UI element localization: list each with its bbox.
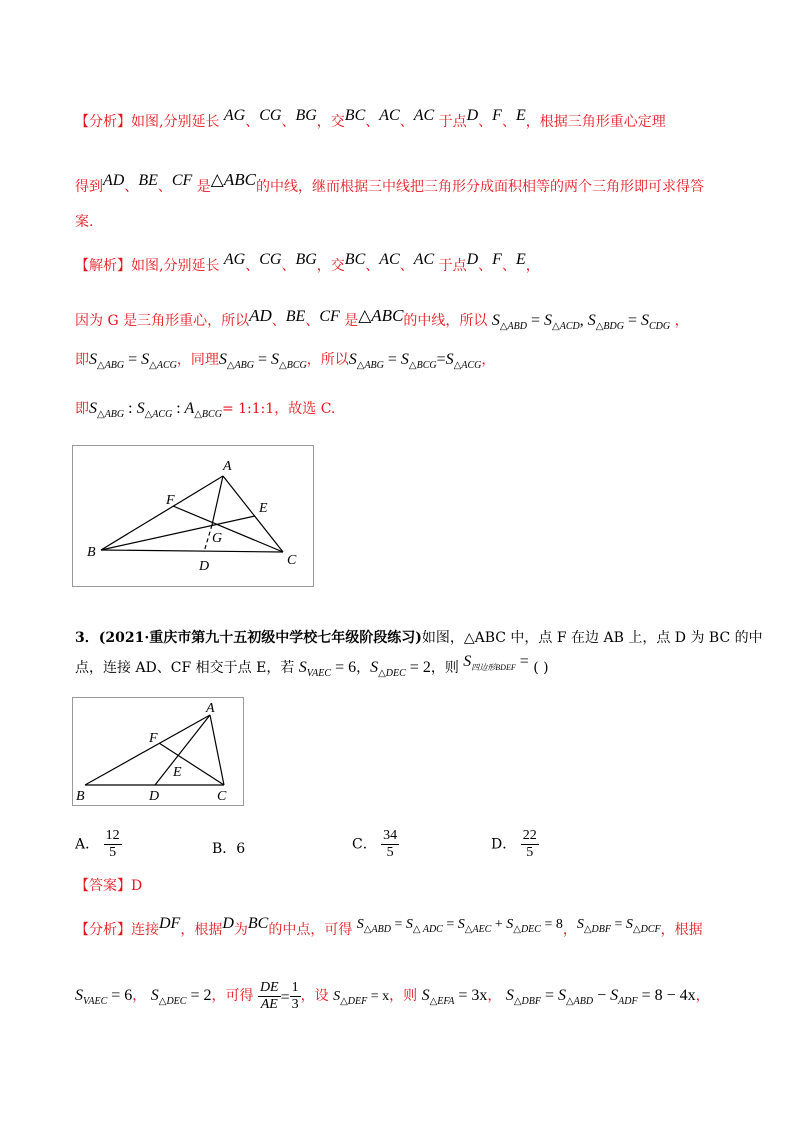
- fig1-label-D: D: [199, 559, 210, 574]
- figure2: [72, 697, 244, 806]
- solution1-line2: 因为 G 是三角形重心，所以AD、BE、CF 是△ABC的中线，所以 $S_{\triangle ABD} = S_{\triangle ACD}$, $S_{\triangle BDG} = S_{CDG}$ ，: [75, 306, 689, 332]
- fig2-label-E: E: [173, 765, 182, 780]
- question3-line2: 点，连接 AD、CF 相交于点 E，若 $S_{VAEC} = 6$，$S_{\triangle DEC} = 2$，则 $S_{四边形BDEF}$ = ( ): [75, 653, 549, 679]
- analysis1-line1: 【分析】如图,分别延长 AG、CG、BG，交BC、AC、AC 于点D、F、E，根据三角形重心定理: [75, 107, 666, 130]
- fig2-label-A: A: [206, 701, 215, 716]
- solution1-line3: 即$S_{\triangle ABG} = S_{\triangle ACG}$，同理$S_{\triangle ABG} = S_{\triangle BCG}$，所以$S_{\triangle ABG} = S_{\triangle BCG}=S_{\triangle ACG}$，: [75, 351, 496, 371]
- answer-value: D: [131, 878, 143, 894]
- fig1-label-C: C: [287, 553, 297, 568]
- analysis1-line3: 案.: [75, 214, 94, 230]
- question3-line1: 3．(2021·重庆市第九十五初级中学校七年级阶段练习)如图，△ABC 中，点 F 在边 AB 上，点 D 为 BC 的中: [75, 630, 763, 646]
- answer-tag: 【答案】: [75, 878, 131, 894]
- option-a[interactable]: A． $\frac{12}{5}$: [75, 828, 120, 860]
- fig1-label-G: G: [212, 531, 223, 546]
- solution1-line4: 即$S_{\triangle ABG}$ : $S_{\triangle ACG}$ : $A_{\triangle BCG}=$ 1:1:1，故选 C.: [75, 400, 336, 420]
- option-d[interactable]: D． $\frac{22}{5}$: [491, 828, 537, 860]
- fig1-label-B: B: [87, 545, 96, 560]
- solution1-line1: 【解析】如图,分别延长 AG、CG、BG，交BC、AC、AC 于点D、F、E，: [75, 251, 540, 274]
- fig2-label-D: D: [149, 789, 160, 804]
- analysis3-line2: $S_{VAEC} = 6$， $S_{\triangle DEC} = 2$，可得 $\frac{DE}{AE}$ = $\frac{1}{3}$ ，设 $S_{\triangle DEF} = x$，则 $S_{\triangle EFA} = 3x$， $S_{\triangle DBF} = S_{\triangle ABD} - S_{ADF} = 8 - 4x$，: [75, 980, 710, 1012]
- triangle-figure2: [73, 698, 243, 805]
- analysis3-line1: 【分析】连接DF，根据D为BC的中点，可得 $S_{\triangle ABD} = S_{\triangle ADC} = S_{\triangle AEC} + S_{\triangle DEC} = 8$，$S_{\triangle DBF} = S_{\triangle DCF}$，根据: [75, 915, 703, 938]
- fig2-label-B: B: [76, 789, 85, 804]
- solution-tag: 【解析】: [75, 258, 131, 274]
- question-source: (2021·重庆市第九十五初级中学校七年级阶段练习): [98, 630, 422, 646]
- triangle-figure1: [73, 446, 313, 586]
- fig1-label-E: E: [259, 501, 268, 516]
- fig2-label-F: F: [149, 731, 158, 746]
- analysis1-line2: 得到AD、BE、CF 是△ABC的中线，继而根据三中线把三角形分成面积相等的两个三角形即可求得答: [75, 170, 704, 195]
- option-b[interactable]: B．6: [212, 841, 246, 857]
- answer-line: [75, 876, 142, 896]
- fig1-label-F: F: [166, 493, 175, 508]
- fig2-label-C: C: [217, 789, 227, 804]
- option-c[interactable]: C． $\frac{34}{5}$: [352, 828, 398, 860]
- fig1-label-A: A: [223, 459, 232, 474]
- question-number: 3．: [75, 630, 99, 646]
- figure1: [72, 445, 314, 587]
- analysis-tag: 【分析】: [75, 114, 131, 130]
